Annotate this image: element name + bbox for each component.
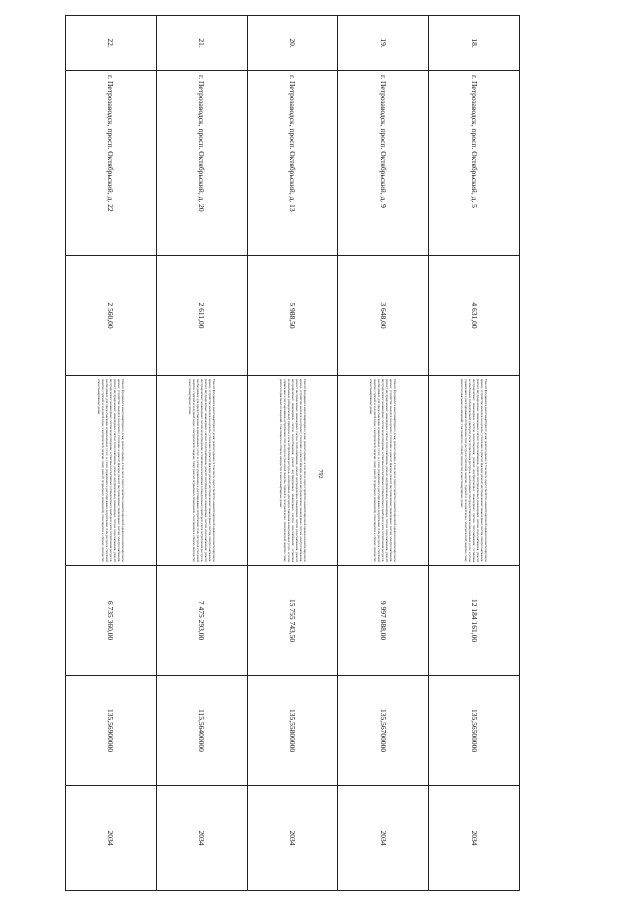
address-cell: г. Петрозаводск, просп. Октябрьский, д. 9 [338, 71, 429, 256]
area-cell: 4 631,00 [429, 256, 520, 376]
unit-cost-cell: 135,56700000 [338, 676, 429, 786]
table-row [247, 16, 338, 891]
area-cell: 2 611,00 [156, 256, 247, 376]
area-cell: 5 988,50 [247, 256, 338, 376]
table-row [156, 16, 247, 891]
works-cell: Ремонт фундамента многоквартирного дома; ремонт крыши, в том числе переустройство невентилируемой крыши на вентилируемую крышу, устройство выходов на кровлю; утепление и ремонт фасада; ремонт внутридомовых инженерных систем электроснабжения, ремонт внутридомовых инженерных систем теплоснабжения, ремонт внутридомовых инженерных систем водоснабжения, ремонт внутридомовых инженерных систем водоотведения; ремонт внутридомовых инженерных систем газоснабжения; установка коллективных (общедомовых) приборов учета потребления ресурсов, необходимых для предоставления коммунальных услуг, и узлов управления и регулирования потребления этих ресурсов (тепловой энергии, горячей и холодной воды, электрической энергии, газа); ремонт подвальных помещений, относящихся к общему имуществу в многоквартирных домах [429, 376, 520, 566]
page-number: 792 [317, 469, 323, 479]
area-cell: 3 648,00 [338, 256, 429, 376]
row-number: 22. [66, 16, 157, 71]
year-cell: 2034 [247, 786, 338, 891]
unit-cost-cell: 135,56500000 [429, 676, 520, 786]
table-row [66, 16, 157, 891]
row-number: 18. [429, 16, 520, 71]
cost-cell: 9 997 888,00 [338, 566, 429, 676]
unit-cost-cell: 115,56400000 [156, 676, 247, 786]
rotated-table-wrapper [65, 15, 520, 890]
works-cell: Ремонт фундамента многоквартирного дома; ремонт крыши, в том числе переустройство невентилируемой крыши на вентилируемую крышу, устройство выходов на кровлю; утепление и ремонт фасада; ремонт внутридомовых инженерных систем электроснабжения, ремонт внутридомовых инженерных систем теплоснабжения, ремонт внутридомовых инженерных систем водоснабжения, ремонт внутридомовых инженерных систем водоотведения; установка коллективных (общедомовых) приборов учета потребления ресурсов, необходимых для предоставления коммунальных услуг, и узлов управления и регулирования потребления этих ресурсов (тепловой энергии, горячей и холодной воды, электрической энергии, газа); ремонт подвальных помещений, относящихся к общему имуществу в многоквартирных домах [66, 376, 157, 566]
row-number: 20. [247, 16, 338, 71]
cost-cell: 7 475 293,00 [156, 566, 247, 676]
row-number: 21. [156, 16, 247, 71]
year-cell: 2034 [156, 786, 247, 891]
year-cell: 2034 [66, 786, 157, 891]
unit-cost-cell: 135,56900000 [66, 676, 157, 786]
works-cell: Ремонт фундамента многоквартирного дома; ремонт крыши, в том числе переустройство невентилируемой крыши на вентилируемую крышу, устройство выходов на кровлю; утепление и ремонт фасада; ремонт внутридомовых инженерных систем электроснабжения, ремонт внутридомовых инженерных систем теплоснабжения, ремонт внутридомовых инженерных систем водоснабжения, ремонт внутридомовых инженерных систем водоотведения; установка коллективных (общедомовых) приборов учета потребления ресурсов, необходимых для предоставления коммунальных услуг, и узлов управления и регулирования потребления этих ресурсов (тепловой энергии, горячей и холодной воды, электрической энергии, газа); ремонт подвальных помещений, относящихся к общему имуществу в многоквартирных домах [338, 376, 429, 566]
works-cell: Ремонт фундамента многоквартирного дома; ремонт крыши, в том числе переустройство невентилируемой крыши на вентилируемую крышу, устройство выходов на кровлю; утепление и ремонт фасада; ремонт внутридомовых инженерных систем электроснабжения, ремонт внутридомовых инженерных систем теплоснабжения, ремонт внутридомовых инженерных систем водоснабжения, ремонт внутридомовых инженерных систем водоотведения; ремонт внутридомовых инженерных систем газоснабжения; установка коллективных (общедомовых) приборов учета потребления ресурсов, необходимых для предоставления коммунальных услуг, и узлов управления и регулирования потребления этих ресурсов (тепловой энергии, горячей и холодной воды, электрической энергии, газа); ремонт подвальных помещений, относящихся к общему имуществу в многоквартирных домах [247, 376, 338, 566]
table-row [338, 16, 429, 891]
address-cell: г. Петрозаводск, просп. Октябрьский, д. 13 [247, 71, 338, 256]
works-cell: Ремонт фундамента многоквартирного дома; ремонт крыши, в том числе переустройство невентилируемой крыши на вентилируемую крышу, устройство выходов на кровлю; утепление и ремонт фасада; ремонт внутридомовых инженерных систем электроснабжения, ремонт внутридомовых инженерных систем теплоснабжения, ремонт внутридомовых инженерных систем водоснабжения, ремонт внутридомовых инженерных систем водоотведения; установка коллективных (общедомовых) приборов учета потребления ресурсов, необходимых для предоставления коммунальных услуг, и узлов управления и регулирования потребления этих ресурсов (тепловой энергии, горячей и холодной воды, электрической энергии, газа); ремонт подвальных помещений, относящихся к общему имуществу в многоквартирных домах [156, 376, 247, 566]
table-row [429, 16, 520, 891]
address-cell: г. Петрозаводск, просп. Октябрьский, д. 22 [66, 71, 157, 256]
cost-cell: 15 755 743,50 [247, 566, 338, 676]
address-cell: г. Петрозаводск, просп. Октябрьский, д. 20 [156, 71, 247, 256]
registry-table [65, 15, 520, 891]
unit-cost-cell: 135,55800000 [247, 676, 338, 786]
cost-cell: 12 184 161,00 [429, 566, 520, 676]
year-cell: 2034 [338, 786, 429, 891]
address-cell: г. Петрозаводск, просп. Октябрьский, д. 5 [429, 71, 520, 256]
row-number: 19. [338, 16, 429, 71]
cost-cell: 6 735 360,00 [66, 566, 157, 676]
year-cell: 2034 [429, 786, 520, 891]
area-cell: 2 560,00 [66, 256, 157, 376]
